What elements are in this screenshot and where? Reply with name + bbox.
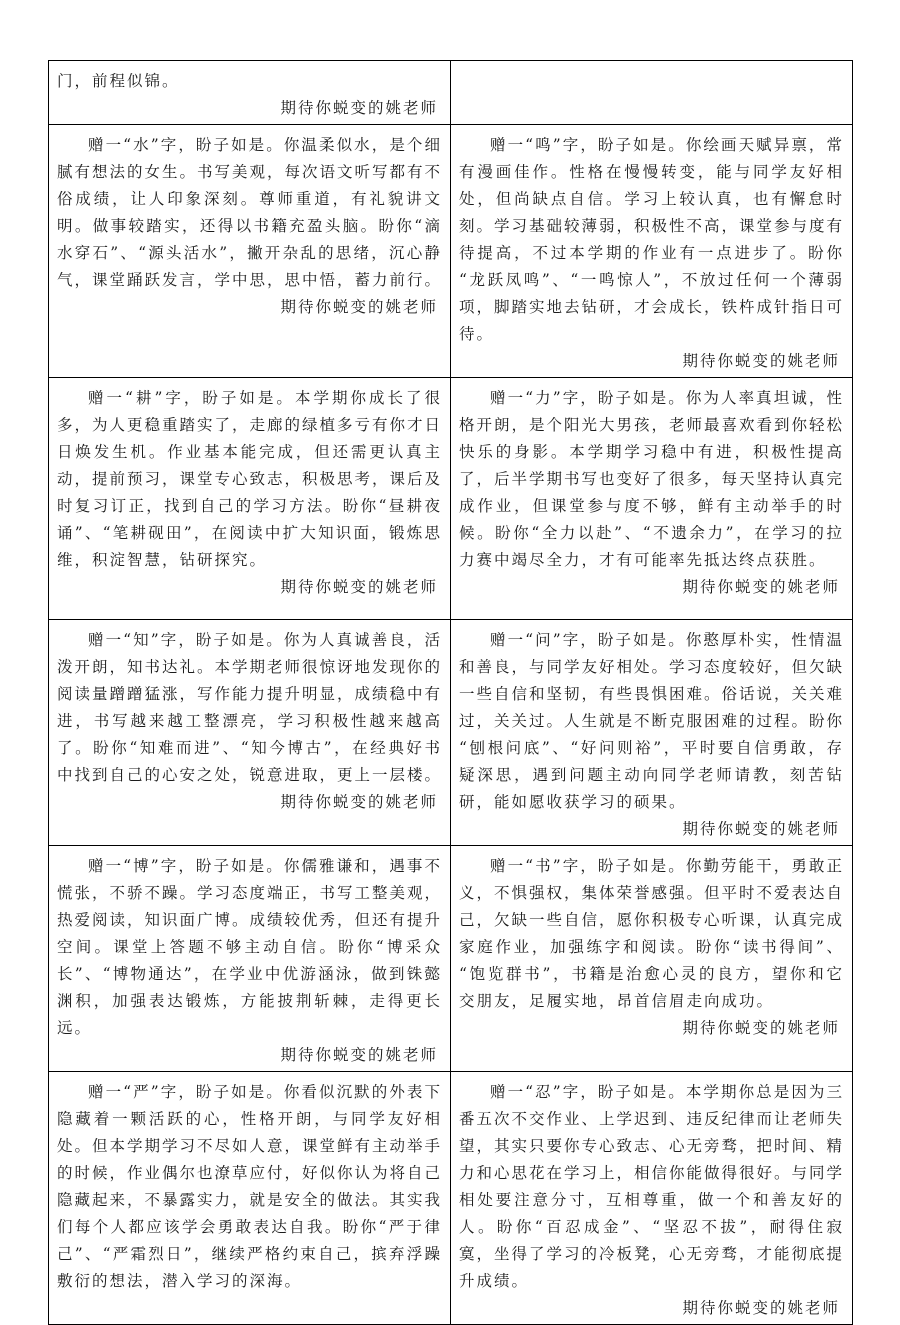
comment-text: 赠一“知”字，盼子如是。你为人真诚善良，活泼开朗，知书达礼。本学期老师很惊讶地发现你的阅读量蹭蹭猛涨，写作能力提升明显，成绩稳中有进，书写越来越工整漂亮，学习积极性越来越高了。盼你“知难而进”、“知今博古”，在经典好书中找到自己的心安之处，锐意进取，更上一层楼。: [57, 631, 443, 784]
comment-cell: [49, 125, 451, 378]
signature: 期待你蜕变的姚老师: [682, 1299, 840, 1317]
signature: 期待你蜕变的姚老师: [280, 99, 438, 117]
comment-cell: [451, 1072, 853, 1325]
comments-table: [48, 60, 853, 1325]
comment-text: 赠一“书”字，盼子如是。你勤劳能干，勇敢正义，不惧强权，集体荣誉感强。但平时不爱表达自己，欠缺一些自信，愿你积极专心听课，认真完成家庭作业，加强练字和阅读。盼你“读书得间”、“饱览群书”，书籍是治愈心灵的良方，望你和它交朋友，足履实地，昂首信眉走向成功。: [459, 857, 845, 1010]
signature: 期待你蜕变的姚老师: [682, 352, 840, 370]
comment-text: 赠一“忍”字，盼子如是。本学期你总是因为三番五次不交作业、上学迟到、违反纪律而让老师失望，其实只要你专心致志、心无旁骛，把时间、精力和心思花在学习上，相信你能做得很好。与同学相处要注意分寸，互相尊重，做一个和善友好的人。盼你“百忍成金”、“坚忍不拔”，耐得住寂寞，坐得了学习的冷板凳，心无旁骛，才能彻底提升成绩。: [459, 1083, 845, 1290]
table-row: [49, 620, 853, 846]
signature: 期待你蜕变的姚老师: [280, 1046, 438, 1064]
comment-cell: [451, 846, 853, 1072]
comment-text: 门，前程似锦。: [57, 72, 180, 90]
signature: 期待你蜕变的姚老师: [682, 1019, 840, 1037]
comment-text: 赠一“力”字，盼子如是。你为人率真坦诚，性格开朗，是个阳光大男孩，老师最喜欢看到你轻松快乐的身影。本学期学习稳中有进，积极性提高了，后半学期书写也变好了很多，每天坚持认真完成作业，但课堂参与度不够，鲜有主动举手的时候。盼你“全力以赴”、“不遗余力”，在学习的拉力赛中竭尽全力，才有可能率先抵达终点获胜。: [459, 389, 845, 569]
comment-cell: [49, 61, 451, 125]
comment-text: 赠一“鸣”字，盼子如是。你绘画天赋异禀，常有漫画佳作。性格在慢慢转变，能与同学友好相处，但尚缺点自信。学习上较认真，也有懈怠时刻。学习基础较薄弱，积极性不高，课堂参与度有待提高，不过本学期的作业有一点进步了。盼你“龙跃凤鸣”、“一鸣惊人”，不放过任何一个薄弱项，脚踏实地去钻研，才会成长，铁杵成针指日可待。: [459, 136, 845, 343]
comment-cell: [49, 846, 451, 1072]
signature: 期待你蜕变的姚老师: [280, 298, 438, 316]
comment-cell: [451, 378, 853, 620]
comment-cell: [49, 378, 451, 620]
table-row: [49, 61, 853, 125]
signature: 期待你蜕变的姚老师: [280, 578, 438, 596]
table-row: [49, 846, 853, 1072]
comment-cell: [49, 620, 451, 846]
comment-text: 赠一“水”字，盼子如是。你温柔似水，是个细腻有想法的女生。书写美观，每次语文听写都有不俗成绩，让人印象深刻。尊师重道，有礼貌讲文明。做事较踏实，还得以书籍充盈头脑。盼你“滴水穿石”、“源头活水”，撇开杂乱的思绪，沉心静气，课堂踊跃发言，学中思，思中悟，蓄力前行。: [57, 136, 443, 289]
signature: 期待你蜕变的姚老师: [682, 578, 840, 596]
table-row: [49, 125, 853, 378]
table-row: [49, 1072, 853, 1325]
comment-text: 赠一“问”字，盼子如是。你憨厚朴实，性情温和善良，与同学友好相处。学习态度较好，但欠缺一些自信和坚韧，有些畏惧困难。俗话说，关关难过，关关过。人生就是不断克服困难的过程。盼你“刨根问底”、“好问则裕”，平时要自信勇敢，存疑深思，遇到问题主动向同学老师请教，刻苦钻研，能如愿收获学习的硕果。: [459, 631, 845, 811]
comment-text: 赠一“博”字，盼子如是。你儒雅谦和，遇事不慌张，不骄不躁。学习态度端正，书写工整美观，热爱阅读，知识面广博。成绩较优秀，但还有提升空间。课堂上答题不够主动自信。盼你“博采众长”、“博物通达”，在学业中优游涵泳，做到铢懿渊积，加强表达锻炼，方能披荆斩棘，走得更长远。: [57, 857, 443, 1037]
comment-cell-empty: [451, 61, 853, 125]
comment-cell: [451, 125, 853, 378]
comment-text: 赠一“严”字，盼子如是。你看似沉默的外表下隐藏着一颗活跃的心，性格开朗，与同学友好相处。但本学期学习不尽如人意，课堂鲜有主动举手的时候，作业偶尔也潦草应付，好似你认为将自己隐藏起来，不暴露实力，就是安全的做法。其实我们每个人都应该学会勇敢表达自我。盼你“严于律己”、“严霜烈日”，继续严格约束自己，摈弃浮躁敷衍的想法，潜入学习的深海。: [57, 1083, 443, 1290]
table-row: [49, 378, 853, 620]
comment-text: 赠一“耕”字，盼子如是。本学期你成长了很多，为人更稳重踏实了，走廊的绿植多亏有你才日日焕发生机。作业基本能完成，但还需更认真主动，提前预习，课堂专心致志，积极思考，课后及时复习订正，找到自己的学习方法。盼你“昼耕夜诵”、“笔耕砚田”，在阅读中扩大知识面，锻炼思维，积淀智慧，钻研探究。: [57, 389, 443, 569]
signature: 期待你蜕变的姚老师: [280, 793, 438, 811]
signature: 期待你蜕变的姚老师: [682, 820, 840, 838]
comment-cell: [49, 1072, 451, 1325]
comment-cell: [451, 620, 853, 846]
